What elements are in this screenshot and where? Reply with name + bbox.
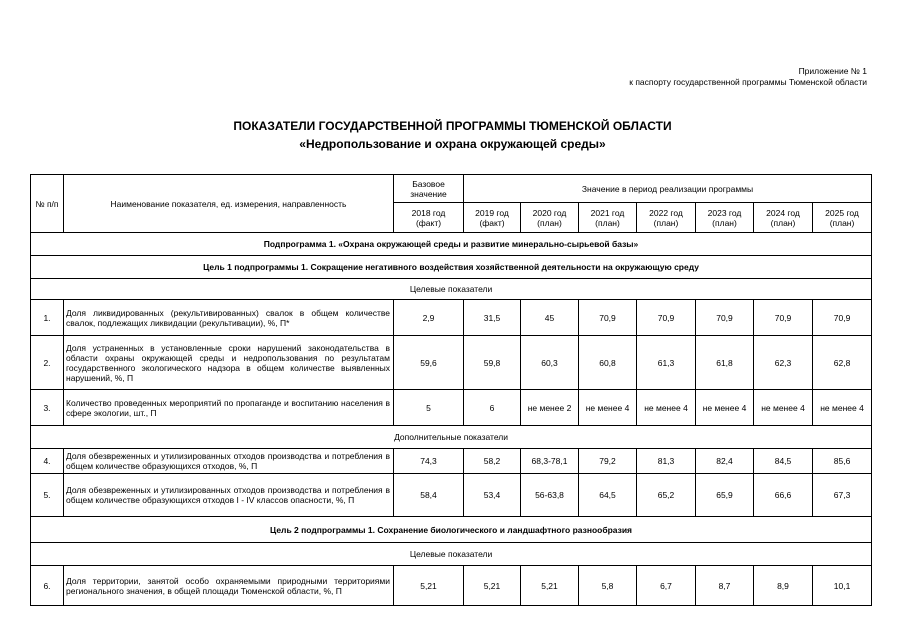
header-year: 2025 год (план) bbox=[813, 203, 872, 233]
value-cell: 56-63,8 bbox=[521, 474, 579, 517]
row-name: Доля обезвреженных и утилизированных отходов производства и потребления в общем количестве образующихся отходов I - IV классов опасности, %, П bbox=[64, 474, 394, 517]
row-name: Доля устраненных в установленные сроки нарушений законодательства в области охраны окружающей среды и недропользования по результатам государственного экологического надзора в общем количестве выявленных нарушений, %, П bbox=[64, 336, 394, 390]
value-cell: 74,3 bbox=[394, 449, 464, 474]
row-name: Количество проведенных мероприятий по пропаганде и воспитанию населения в сфере экологии, шт., П bbox=[64, 390, 394, 426]
value-cell: 5,21 bbox=[464, 566, 521, 606]
table-row bbox=[31, 390, 872, 426]
value-cell: 60,8 bbox=[579, 336, 637, 390]
value-cell: 6 bbox=[464, 390, 521, 426]
row-name: Доля ликвидированных (рекультивированных) свалок в общем количестве свалок, подлежащих ликвидации (рекультивации), %, П* bbox=[64, 300, 394, 336]
value-cell: 6,7 bbox=[637, 566, 696, 606]
value-cell: 59,6 bbox=[394, 336, 464, 390]
value-cell: 64,5 bbox=[579, 474, 637, 517]
value-cell: 58,4 bbox=[394, 474, 464, 517]
value-cell: 84,5 bbox=[754, 449, 813, 474]
header-year: 2018 год (факт) bbox=[394, 203, 464, 233]
header-num: № п/п bbox=[31, 175, 64, 233]
value-cell: 5,21 bbox=[521, 566, 579, 606]
value-cell: не менее 4 bbox=[813, 390, 872, 426]
value-cell: 62,8 bbox=[813, 336, 872, 390]
value-cell: 70,9 bbox=[579, 300, 637, 336]
value-cell: не менее 2 bbox=[521, 390, 579, 426]
row-num: 1. bbox=[31, 300, 64, 336]
value-cell: 66,6 bbox=[754, 474, 813, 517]
value-cell: 8,7 bbox=[696, 566, 754, 606]
value-cell: 31,5 bbox=[464, 300, 521, 336]
goal-2-row: Цель 2 подпрограммы 1. Сохранение биологического и ландшафтного разнообразия bbox=[31, 517, 872, 543]
row-num: 5. bbox=[31, 474, 64, 517]
annex-line-2: к паспорту государственной программы Тюменской области bbox=[629, 77, 867, 87]
value-cell: 8,9 bbox=[754, 566, 813, 606]
header-year: 2019 год (факт) bbox=[464, 203, 521, 233]
value-cell: 60,3 bbox=[521, 336, 579, 390]
value-cell: 79,2 bbox=[579, 449, 637, 474]
header-year: 2024 год (план) bbox=[754, 203, 813, 233]
target-indicators-row: Целевые показатели bbox=[31, 279, 872, 300]
value-cell: 81,3 bbox=[637, 449, 696, 474]
value-cell: не менее 4 bbox=[579, 390, 637, 426]
header-base: Базовое значение bbox=[394, 175, 464, 203]
value-cell: 68,3-78,1 bbox=[521, 449, 579, 474]
value-cell: 70,9 bbox=[813, 300, 872, 336]
header-name: Наименование показателя, ед. измерения, направленность bbox=[64, 175, 394, 233]
annex-note bbox=[629, 66, 867, 88]
value-cell: 65,9 bbox=[696, 474, 754, 517]
value-cell: 5,8 bbox=[579, 566, 637, 606]
indicators-table bbox=[30, 174, 872, 606]
value-cell: 82,4 bbox=[696, 449, 754, 474]
table-row bbox=[31, 336, 872, 390]
value-cell: 5 bbox=[394, 390, 464, 426]
header-year: 2021 год (план) bbox=[579, 203, 637, 233]
value-cell: 5,21 bbox=[394, 566, 464, 606]
value-cell: 70,9 bbox=[754, 300, 813, 336]
page-title bbox=[0, 117, 905, 153]
value-cell: 58,2 bbox=[464, 449, 521, 474]
value-cell: 70,9 bbox=[696, 300, 754, 336]
table-row bbox=[31, 449, 872, 474]
table-row bbox=[31, 566, 872, 606]
value-cell: 61,8 bbox=[696, 336, 754, 390]
value-cell: 65,2 bbox=[637, 474, 696, 517]
value-cell: 70,9 bbox=[637, 300, 696, 336]
value-cell: 53,4 bbox=[464, 474, 521, 517]
header-year: 2023 год (план) bbox=[696, 203, 754, 233]
row-name: Доля обезвреженных и утилизированных отходов производства и потребления в общем количестве образующихся отходов, %, П bbox=[64, 449, 394, 474]
title-line-1: ПОКАЗАТЕЛИ ГОСУДАРСТВЕННОЙ ПРОГРАММЫ ТЮМЕНСКОЙ ОБЛАСТИ bbox=[233, 119, 672, 133]
additional-indicators-row: Дополнительные показатели bbox=[31, 426, 872, 449]
value-cell: не менее 4 bbox=[754, 390, 813, 426]
annex-line-1: Приложение № 1 bbox=[798, 66, 867, 76]
row-num: 3. bbox=[31, 390, 64, 426]
value-cell: не менее 4 bbox=[696, 390, 754, 426]
value-cell: 2,9 bbox=[394, 300, 464, 336]
value-cell: 61,3 bbox=[637, 336, 696, 390]
subprogram-row: Подпрограмма 1. «Охрана окружающей среды и развитие минерально-сырьевой базы» bbox=[31, 233, 872, 256]
table-row bbox=[31, 474, 872, 517]
row-num: 4. bbox=[31, 449, 64, 474]
header-year: 2022 год (план) bbox=[637, 203, 696, 233]
title-line-2: «Недропользование и охрана окружающей среды» bbox=[299, 137, 606, 151]
row-name: Доля территории, занятой особо охраняемыми природными территориями регионального значения, в общей площади Тюменской области, %, П bbox=[64, 566, 394, 606]
value-cell: 62,3 bbox=[754, 336, 813, 390]
value-cell: 67,3 bbox=[813, 474, 872, 517]
table-row bbox=[31, 300, 872, 336]
header-year: 2020 год (план) bbox=[521, 203, 579, 233]
goal-1-row: Цель 1 подпрограммы 1. Сокращение негативного воздействия хозяйственной деятельности на окружающую среду bbox=[31, 256, 872, 279]
row-num: 2. bbox=[31, 336, 64, 390]
value-cell: не менее 4 bbox=[637, 390, 696, 426]
header-period: Значение в период реализации программы bbox=[464, 175, 872, 203]
value-cell: 85,6 bbox=[813, 449, 872, 474]
target-indicators-row: Целевые показатели bbox=[31, 543, 872, 566]
value-cell: 45 bbox=[521, 300, 579, 336]
row-num: 6. bbox=[31, 566, 64, 606]
value-cell: 10,1 bbox=[813, 566, 872, 606]
value-cell: 59,8 bbox=[464, 336, 521, 390]
